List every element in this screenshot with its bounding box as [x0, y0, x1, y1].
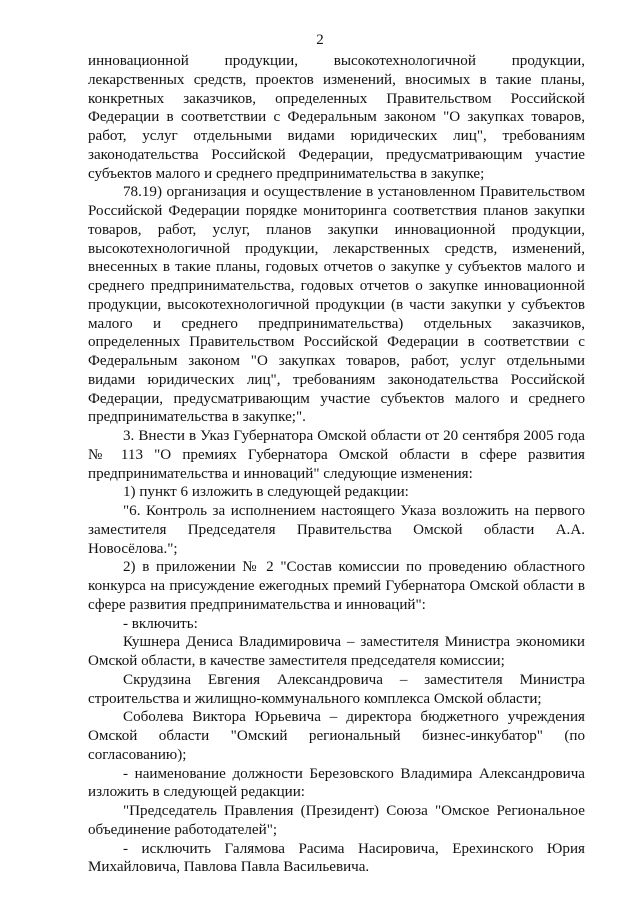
- paragraph: Скрудзина Евгения Александровича – заместителя Министра строительства и жилищно-коммунального комплекса Омской области;: [88, 671, 585, 707]
- paragraph: - исключить Галямова Расима Насировича, Ерехинского Юрия Михайловича, Павлова Павла Васильевича.: [88, 840, 585, 876]
- paragraph: Кушнера Дениса Владимировича – заместителя Министра экономики Омской области, в качестве заместителя председателя комиссии;: [88, 634, 585, 669]
- paragraph: Соболева Виктора Юрьевича – директора бюджетного учреждения Омской области "Омский региональный бизнес-инкубатор" (по согласованию);: [88, 709, 585, 763]
- paragraph: "6. Контроль за исполнением настоящего Указа возложить на первого заместителя Председателя Правительства Омской области А.А. Новосёлова.";: [88, 503, 585, 557]
- paragraph: 1) пункт 6 изложить в следующей редакции:: [123, 484, 409, 501]
- paragraph: инновационной продукции, высокотехнологичной продукции, лекарственных средств, проектов изменений, вносимых в такие планы, конкретных заказчиков, определенных Правительством Российской Федерации в соответствии с Федеральным законом "О закупках товаров, работ, услуг отдельными видами юридических лиц", требованиям законодательства Российской Федерации, предусматривающим участие субъектов малого и среднего предпринимательства в закупке;: [88, 53, 585, 182]
- page-number: 2: [316, 32, 324, 48]
- paragraph: 2) в приложении № 2 "Состав комиссии по проведению областного конкурса на присуждение ежегодных премий Губернатора Омской области в сфере развития предпринимательства и инноваций":: [88, 559, 585, 613]
- paragraph: 78.19) организация и осуществление в установленном Правительством Российской Федерации порядке мониторинга соответствия планов закупки товаров, работ, услуг, планов закупки инновационной продукции, высокотехнологичной продукции, лекарственных средств, изменений, внесенных в такие планы, годовых отчетов о закупке у субъектов малого и среднего предпринимательства, годовых отчетов о закупке инновационной продукции, высокотехнологичной продукции (в части закупки у субъектов малого и среднего предпринимательства) отдельных заказчиков, определенных Правительством Российской Федерации в соответствии с Федеральным законом "О закупках товаров, работ, услуг отдельными видами юридических лиц", требованиям законодательства Российской Федерации, предусматривающим участие субъектов малого и среднего предпринимательства в закупке;".: [88, 184, 585, 426]
- paragraph: - включить:: [123, 615, 198, 632]
- document-body: [88, 52, 585, 877]
- paragraph: 3. Внести в Указ Губернатора Омской области от 20 сентября 2005 года № 113 "О премиях Губернатора Омской области в сфере развития предпринимательства и инноваций" следующие изменения:: [88, 428, 585, 482]
- paragraph: "Председатель Правления (Президент) Союза "Омское Региональное объединение работодателей";: [88, 803, 585, 838]
- paragraph: - наименование должности Березовского Владимира Александровича изложить в следующей редакции:: [88, 765, 585, 801]
